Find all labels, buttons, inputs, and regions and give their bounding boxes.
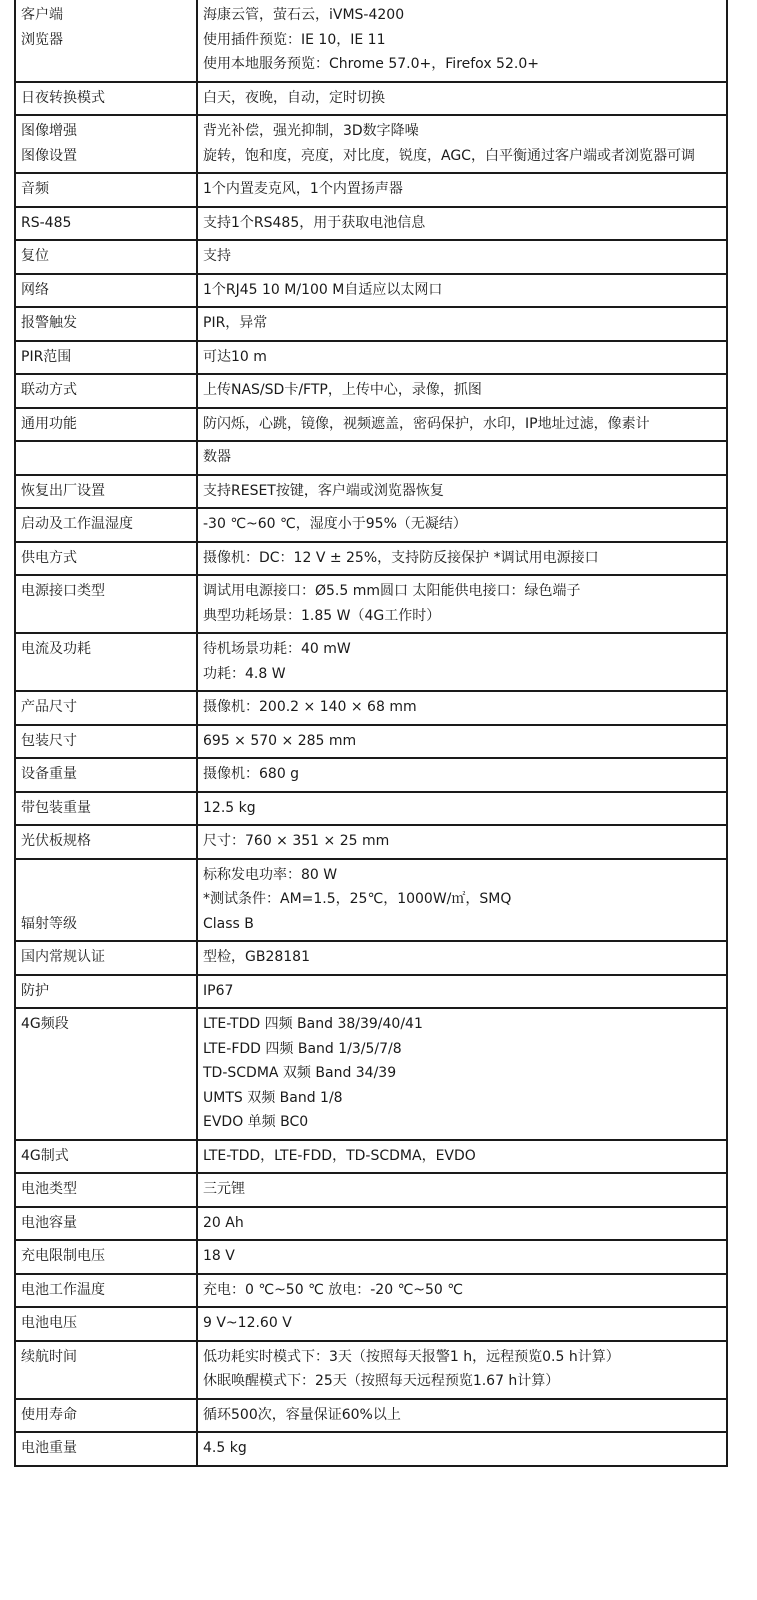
- spec-value-cell: [197, 0, 727, 82]
- spec-label: 4G频段: [21, 1016, 69, 1032]
- spec-value-cell: [197, 1240, 727, 1274]
- spec-value-cell: [197, 859, 727, 942]
- spec-value-cell: [197, 475, 727, 509]
- spec-label: 浏览器: [21, 31, 63, 48]
- spec-row: [15, 1140, 727, 1174]
- spec-label: 通用功能: [21, 415, 77, 432]
- spec-value-cell: [197, 374, 727, 408]
- spec-value-line: 数器: [203, 449, 231, 465]
- spec-row: [15, 508, 727, 542]
- spec-value-cell: [197, 1341, 727, 1399]
- spec-value-cell: [197, 508, 727, 542]
- spec-value-line: 循环500次，容量保证60%以上: [203, 1406, 401, 1423]
- spec-label: 光伏板规格: [21, 833, 91, 849]
- spec-row: [15, 1341, 727, 1399]
- spec-value-line: 18 V: [203, 1248, 235, 1264]
- spec-row: [15, 542, 727, 576]
- spec-row: [15, 475, 727, 509]
- spec-label-cell: [15, 1240, 197, 1274]
- spec-value-line: 功耗：4.8 W: [203, 665, 286, 682]
- spec-value-cell: [197, 1173, 727, 1207]
- spec-value-line: 充电：0 ℃~50 ℃ 放电：-20 ℃~50 ℃: [203, 1281, 464, 1298]
- spec-label-cell: [15, 441, 197, 475]
- spec-label-cell: [15, 274, 197, 308]
- spec-label: 音频: [21, 181, 49, 197]
- spec-label: 设备重量: [21, 766, 77, 782]
- spec-value-cell: [197, 792, 727, 826]
- spec-row: [15, 725, 727, 759]
- spec-value-cell: [197, 1432, 727, 1466]
- spec-row: [15, 82, 727, 116]
- spec-value-line: UMTS 双频 Band 1/8: [203, 1089, 343, 1106]
- spec-value-line: LTE-FDD 四频 Band 1/3/5/7/8: [203, 1040, 402, 1057]
- spec-value-line: PIR，异常: [203, 315, 268, 331]
- spec-label-cell: [15, 725, 197, 759]
- spec-row: [15, 1240, 727, 1274]
- spec-value-cell: [197, 240, 727, 274]
- spec-label-cell: [15, 1140, 197, 1174]
- spec-row: [15, 1307, 727, 1341]
- spec-row: [15, 240, 727, 274]
- spec-value-cell: [197, 542, 727, 576]
- spec-label: PIR范围: [21, 348, 72, 365]
- spec-label-cell: [15, 240, 197, 274]
- spec-value-cell: [197, 633, 727, 691]
- spec-label: 电池类型: [21, 1181, 77, 1197]
- spec-table: [14, 0, 728, 1467]
- spec-label: 续航时间: [21, 1348, 77, 1365]
- spec-row: [15, 575, 727, 633]
- spec-value-line: 9 V~12.60 V: [203, 1315, 292, 1331]
- spec-value-cell: [197, 725, 727, 759]
- spec-label-cell: [15, 691, 197, 725]
- spec-label: 电池重量: [21, 1440, 77, 1456]
- spec-value-line: 调试用电源接口：Ø5.5 mm圆口 太阳能供电接口：绿色端子: [203, 583, 581, 599]
- spec-label-cell: [15, 1207, 197, 1241]
- spec-value-cell: [197, 307, 727, 341]
- spec-value-line: 典型功耗场景：1.85 W（4G工作时）: [203, 607, 441, 624]
- spec-label-cell: [15, 575, 197, 633]
- spec-row: [15, 975, 727, 1009]
- spec-value-cell: [197, 1140, 727, 1174]
- spec-label: 图像设置: [21, 147, 77, 164]
- spec-row: [15, 633, 727, 691]
- spec-value-cell: [197, 825, 727, 859]
- spec-label: 使用寿命: [21, 1406, 77, 1423]
- spec-label: 电池电压: [21, 1315, 77, 1331]
- spec-label: 4G制式: [21, 1147, 69, 1164]
- spec-label-cell: [15, 115, 197, 173]
- spec-value-line: 海康云管，萤石云，iVMS-4200: [203, 7, 405, 23]
- spec-value-cell: [197, 207, 727, 241]
- spec-value-cell: [197, 1307, 727, 1341]
- spec-row: [15, 173, 727, 207]
- spec-value-line: LTE-TDD 四频 Band 38/39/40/41: [203, 1016, 423, 1032]
- spec-value-line: *测试条件：AM=1.5，25℃，1000W/㎡，SMQ: [203, 891, 512, 907]
- spec-value-line: 白天，夜晚，自动，定时切换: [203, 89, 385, 106]
- spec-label-cell: [15, 758, 197, 792]
- spec-value-line: Class B: [203, 915, 254, 932]
- spec-row: [15, 1274, 727, 1308]
- spec-value-line: 695 × 570 × 285 mm: [203, 732, 357, 749]
- spec-value-cell: [197, 173, 727, 207]
- spec-label-cell: [15, 825, 197, 859]
- spec-label: 日夜转换模式: [21, 89, 105, 106]
- spec-value-line: LTE-TDD，LTE-FDD，TD-SCDMA，EVDO: [203, 1147, 476, 1164]
- spec-label-cell: [15, 508, 197, 542]
- spec-row: [15, 274, 727, 308]
- spec-value-cell: [197, 1207, 727, 1241]
- spec-row: [15, 859, 727, 942]
- spec-row: [15, 441, 727, 475]
- spec-label: 充电限制电压: [21, 1248, 105, 1264]
- spec-label-cell: [15, 82, 197, 116]
- spec-value-cell: [197, 341, 727, 375]
- spec-value-line: 尺寸：760 × 351 × 25 mm: [203, 833, 390, 849]
- spec-row: [15, 408, 727, 442]
- spec-label: 电池容量: [21, 1214, 77, 1231]
- spec-label: 供电方式: [21, 549, 77, 566]
- spec-value-line: TD-SCDMA 双频 Band 34/39: [203, 1065, 397, 1081]
- spec-label: 产品尺寸: [21, 699, 77, 715]
- spec-label-cell: [15, 633, 197, 691]
- spec-value-cell: [197, 758, 727, 792]
- spec-label: 国内常规认证: [21, 949, 105, 965]
- spec-value-line: -30 ℃~60 ℃，湿度小于95%（无凝结）: [203, 516, 467, 532]
- spec-row: [15, 374, 727, 408]
- spec-value-line: 支持RESET按键，客户端或浏览器恢复: [203, 482, 444, 499]
- spec-label-cell: [15, 207, 197, 241]
- spec-label-cell: [15, 341, 197, 375]
- spec-row: [15, 207, 727, 241]
- spec-value-line: 待机场景功耗：40 mW: [203, 641, 351, 657]
- spec-label: 报警触发: [21, 315, 77, 331]
- spec-value-cell: [197, 975, 727, 1009]
- spec-value-line: 可达10 m: [203, 348, 267, 365]
- spec-label: 复位: [21, 248, 49, 264]
- spec-value-line: 12.5 kg: [203, 799, 256, 816]
- spec-value-line: 使用插件预览：IE 10，IE 11: [203, 31, 386, 48]
- spec-value-line: 旋转，饱和度，亮度，对比度，锐度，AGC，白平衡通过客户端或者浏览器可调: [203, 147, 695, 164]
- spec-row: [15, 758, 727, 792]
- spec-label-cell: [15, 1399, 197, 1433]
- spec-label-cell: [15, 374, 197, 408]
- spec-row: [15, 1008, 727, 1140]
- spec-row: [15, 792, 727, 826]
- spec-value-line: 支持: [203, 248, 231, 264]
- spec-label-cell: [15, 859, 197, 942]
- spec-row: [15, 1207, 727, 1241]
- spec-label-cell: [15, 475, 197, 509]
- spec-value-line: 休眠唤醒模式下：25天（按照每天远程预览1.67 h计算）: [203, 1373, 560, 1389]
- spec-value-line: IP67: [203, 982, 234, 999]
- spec-label: 包装尺寸: [21, 732, 77, 749]
- spec-value-line: EVDO 单频 BC0: [203, 1114, 309, 1130]
- spec-label: 客户端: [21, 7, 63, 23]
- spec-row: [15, 341, 727, 375]
- spec-label-cell: [15, 0, 197, 82]
- spec-value-line: 支持1个RS485，用于获取电池信息: [203, 214, 426, 231]
- spec-value-line: 上传NAS/SD卡/FTP，上传中心，录像，抓图: [203, 382, 482, 398]
- spec-value-line: 4.5 kg: [203, 1440, 247, 1456]
- spec-row: [15, 941, 727, 975]
- spec-label-cell: [15, 941, 197, 975]
- spec-label-cell: [15, 975, 197, 1009]
- spec-value-line: 标称发电功率：80 W: [203, 866, 338, 883]
- spec-value-cell: [197, 441, 727, 475]
- spec-label: [21, 445, 191, 470]
- spec-row: [15, 825, 727, 859]
- spec-label: 启动及工作温湿度: [21, 516, 133, 532]
- spec-value-line: 三元锂: [203, 1181, 245, 1197]
- spec-label: RS-485: [21, 214, 72, 231]
- spec-value-line: 型检，GB28181: [203, 949, 310, 965]
- spec-label-cell: [15, 542, 197, 576]
- spec-label-cell: [15, 173, 197, 207]
- spec-label-cell: [15, 307, 197, 341]
- spec-value-line: 防闪烁，心跳，镜像，视频遮盖，密码保护，水印，IP地址过滤，像素计: [203, 415, 650, 432]
- spec-value-line: 低功耗实时模式下：3天（按照每天报警1 h，远程预览0.5 h计算）: [203, 1348, 620, 1365]
- spec-value-cell: [197, 82, 727, 116]
- spec-value-cell: [197, 1008, 727, 1140]
- spec-value-line: 摄像机：200.2 × 140 × 68 mm: [203, 699, 417, 715]
- spec-label: 带包装重量: [21, 799, 91, 816]
- spec-label: 防护: [21, 982, 49, 999]
- spec-label-cell: [15, 408, 197, 442]
- spec-value-cell: [197, 941, 727, 975]
- spec-value-line: 1个RJ45 10 M/100 M自适应以太网口: [203, 281, 443, 298]
- spec-row: [15, 1173, 727, 1207]
- spec-value-cell: [197, 575, 727, 633]
- spec-value-cell: [197, 115, 727, 173]
- spec-label-cell: [15, 1341, 197, 1399]
- spec-row: [15, 1432, 727, 1466]
- spec-value-cell: [197, 274, 727, 308]
- spec-label-cell: [15, 1008, 197, 1140]
- spec-value-line: 使用本地服务预览：Chrome 57.0+，Firefox 52.0+: [203, 56, 539, 72]
- spec-label: 电流及功耗: [21, 641, 91, 657]
- spec-label: 联动方式: [21, 382, 77, 398]
- spec-label-cell: [15, 1432, 197, 1466]
- spec-value-cell: [197, 408, 727, 442]
- spec-value-line: 摄像机：680 g: [203, 766, 300, 782]
- spec-row: [15, 307, 727, 341]
- spec-row: [15, 0, 727, 82]
- spec-label: 网络: [21, 281, 49, 298]
- spec-row: [15, 115, 727, 173]
- spec-label-cell: [15, 1274, 197, 1308]
- spec-label-cell: [15, 1173, 197, 1207]
- spec-label: 辐射等级: [21, 915, 77, 932]
- spec-label-cell: [15, 1307, 197, 1341]
- spec-label-cell: [15, 792, 197, 826]
- spec-value-cell: [197, 1274, 727, 1308]
- spec-value-line: 摄像机：DC：12 V ± 25%，支持防反接保护 *调试用电源接口: [203, 549, 599, 566]
- spec-label: 图像增强: [21, 123, 77, 139]
- spec-table-body: [15, 0, 727, 1466]
- spec-label: 电池工作温度: [21, 1281, 105, 1298]
- spec-value-line: 背光补偿，强光抑制，3D数字降噪: [203, 123, 419, 139]
- spec-row: [15, 691, 727, 725]
- spec-label: 电源接口类型: [21, 583, 105, 599]
- spec-value-cell: [197, 691, 727, 725]
- spec-value-cell: [197, 1399, 727, 1433]
- spec-label: 恢复出厂设置: [21, 482, 105, 499]
- spec-row: [15, 1399, 727, 1433]
- spec-value-line: 20 Ah: [203, 1214, 244, 1231]
- spec-value-line: 1个内置麦克风，1个内置扬声器: [203, 181, 403, 197]
